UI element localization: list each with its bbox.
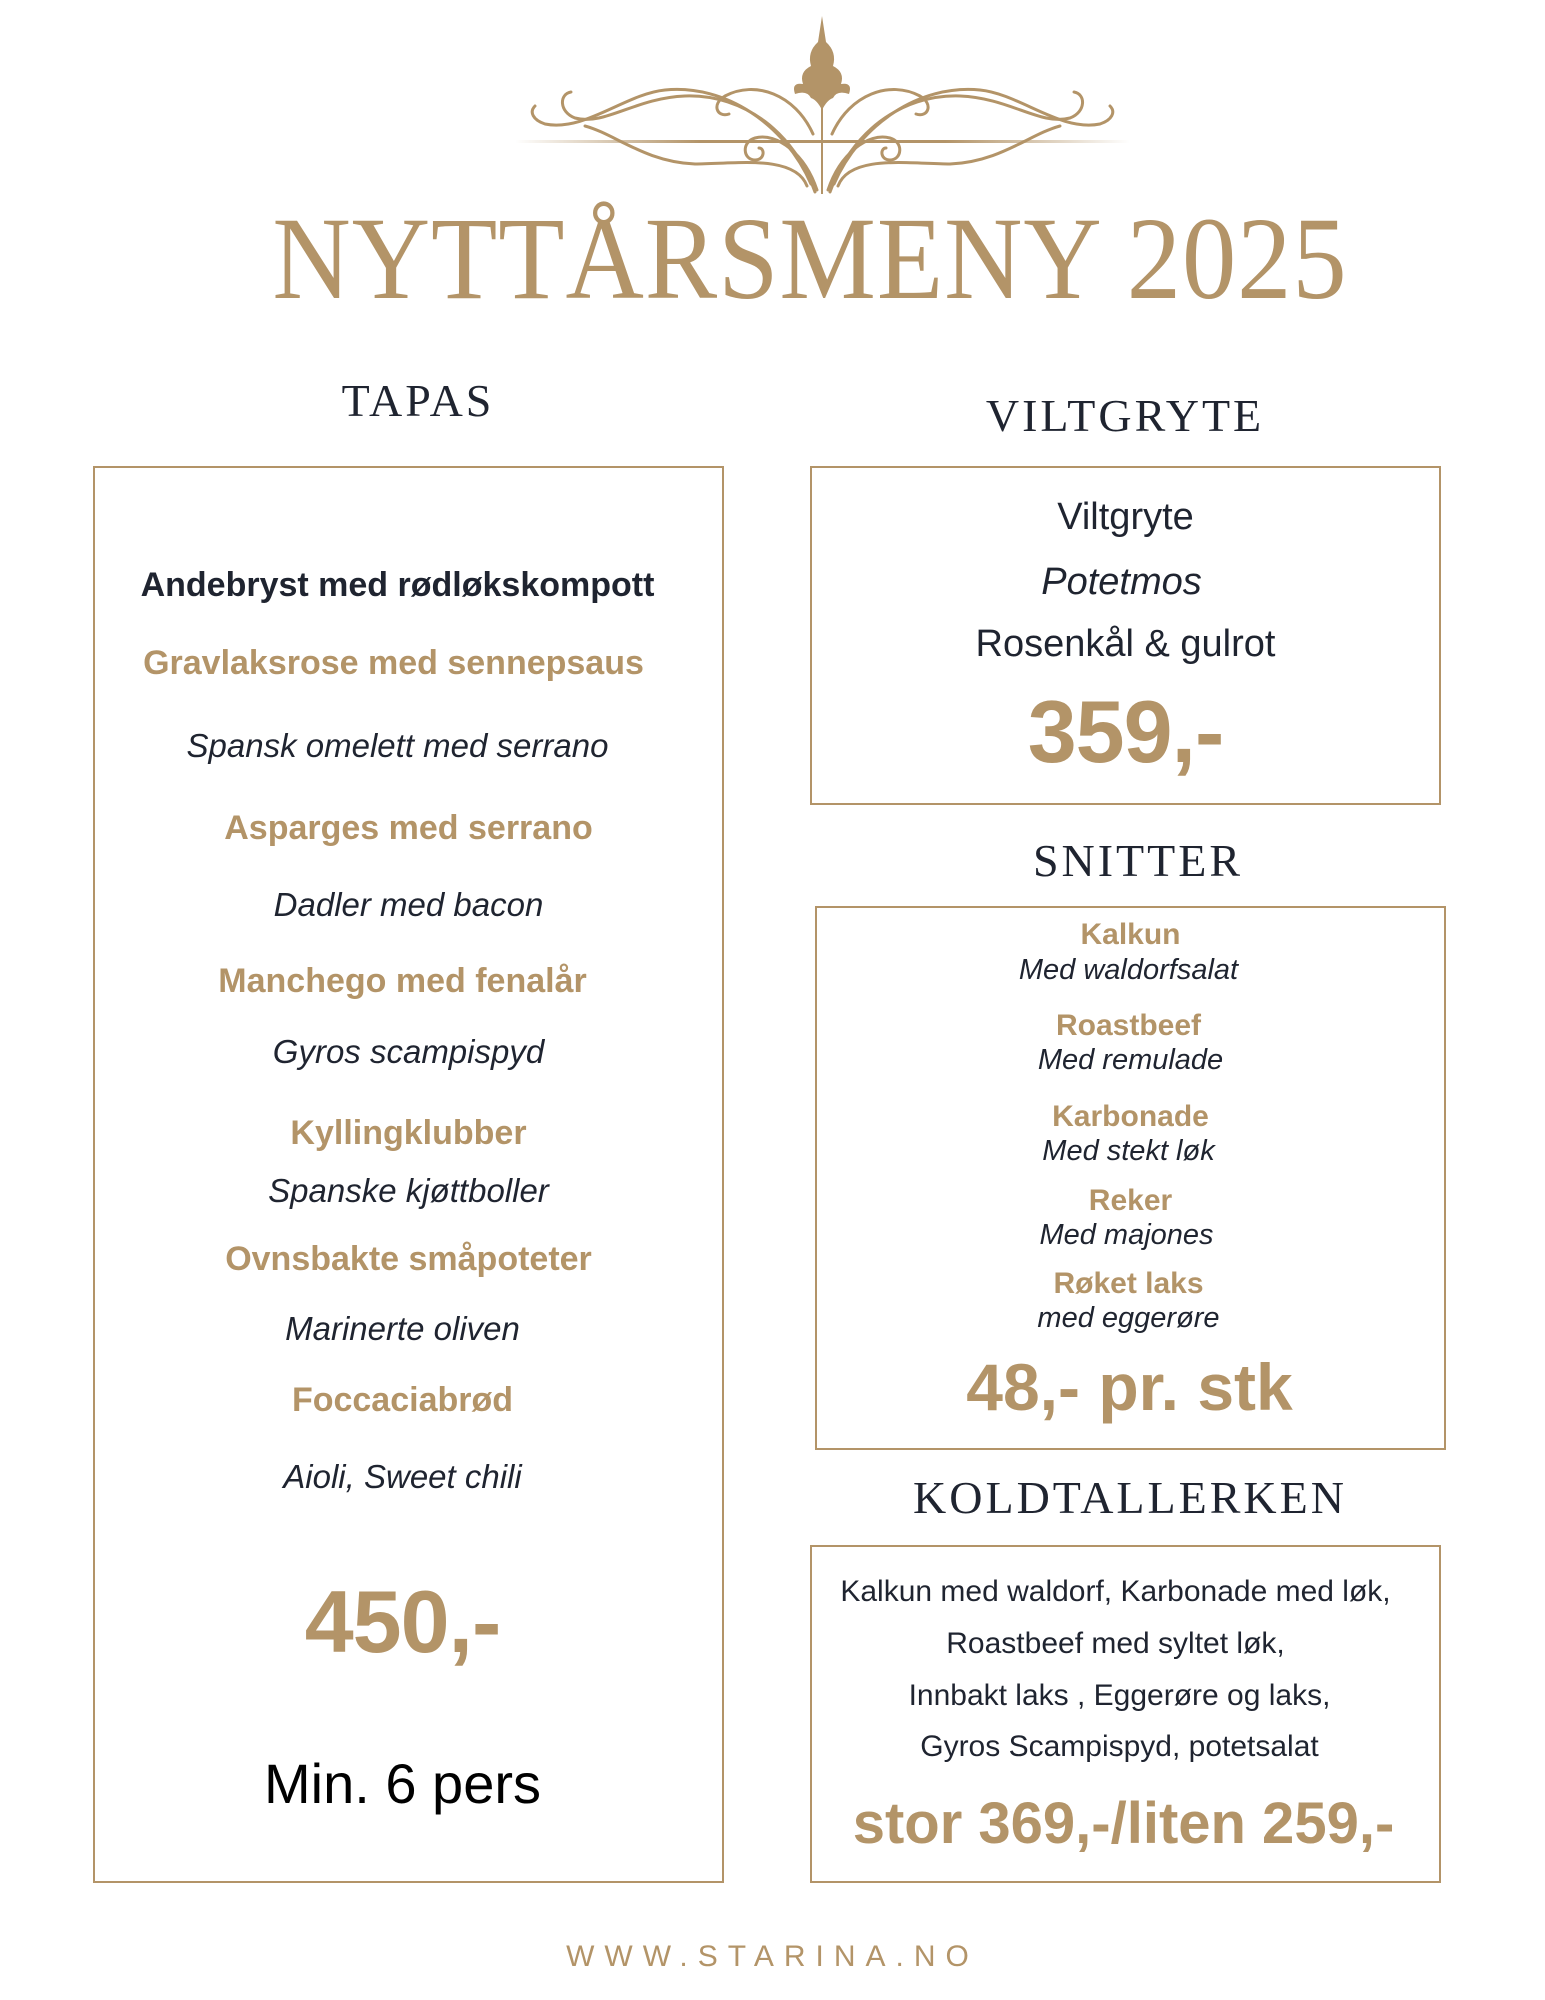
snitter-item-desc: Med remulade — [1037, 1044, 1224, 1076]
tapas-item: Aioli, Sweet chili — [283, 1458, 522, 1495]
website-link[interactable]: WWW.STARINA.NO — [566, 1940, 979, 1973]
snitter-item-name: Karbonade — [1052, 1100, 1209, 1133]
koldtallerken-line: Gyros Scampispyd, potetsalat — [920, 1730, 1319, 1763]
tapas-item: Gravlaksrose med sennepsaus — [143, 644, 644, 682]
tapas-item: Foccaciabrød — [291, 1381, 514, 1419]
snitter-item-desc: Med stekt løk — [1042, 1135, 1215, 1167]
koldtallerken-box — [810, 1545, 1441, 1883]
tapas-item: Andebryst med rødløkskompott — [140, 566, 655, 604]
tapas-item: Ovnsbakte småpoteter — [225, 1240, 592, 1278]
tapas-min-persons: Min. 6 pers — [264, 1752, 541, 1815]
viltgryte-box — [810, 466, 1441, 805]
tapas-item: Asparges med serrano — [224, 809, 593, 847]
koldtallerken-heading: KOLDTALLERKEN — [913, 1472, 1347, 1523]
tapas-heading: TAPAS — [341, 375, 495, 426]
snitter-item-name: Kalkun — [1080, 918, 1181, 951]
koldtallerken-line: Roastbeef med syltet løk, — [946, 1627, 1285, 1660]
snitter-price: 48,- pr. stk — [966, 1350, 1293, 1424]
snitter-item-desc: Med majones — [1039, 1219, 1214, 1251]
snitter-item-name: Roastbeef — [1055, 1009, 1202, 1042]
snitter-heading: SNITTER — [1032, 835, 1244, 886]
snitter-item-name: Røket laks — [1053, 1267, 1204, 1300]
snitter-box — [815, 906, 1446, 1450]
snitter-item-desc: med eggerøre — [1037, 1302, 1220, 1334]
koldtallerken-line: Innbakt laks , Eggerøre og laks, — [908, 1679, 1331, 1712]
tapas-item: Kyllingklubber — [290, 1114, 527, 1152]
koldtallerken-price: stor 369,-/liten 259,- — [852, 1791, 1395, 1856]
viltgryte-line: Viltgryte — [1057, 496, 1194, 538]
page-title: NYTTÅRSMENY 2025 — [272, 193, 1348, 324]
tapas-item: Gyros scampispyd — [272, 1033, 545, 1070]
tapas-price: 450,- — [304, 1572, 501, 1671]
viltgryte-line: Rosenkål & gulrot — [975, 623, 1276, 665]
flourish-ornament-icon — [515, 14, 1130, 194]
snitter-item-desc: Med waldorfsalat — [1018, 954, 1239, 986]
viltgryte-price: 359,- — [1027, 682, 1224, 781]
koldtallerken-line: Kalkun med waldorf, Karbonade med løk, — [840, 1575, 1391, 1608]
tapas-item: Dadler med bacon — [273, 886, 544, 923]
tapas-box — [93, 466, 724, 1883]
tapas-item: Spansk omelett med serrano — [186, 727, 609, 764]
snitter-item-name: Reker — [1088, 1184, 1173, 1217]
tapas-item: Manchego med fenalår — [218, 962, 587, 1000]
tapas-item: Marinerte oliven — [285, 1310, 520, 1347]
viltgryte-line: Potetmos — [1041, 561, 1202, 603]
viltgryte-heading: VILTGRYTE — [985, 390, 1265, 441]
tapas-item: Spanske kjøttboller — [268, 1172, 549, 1209]
